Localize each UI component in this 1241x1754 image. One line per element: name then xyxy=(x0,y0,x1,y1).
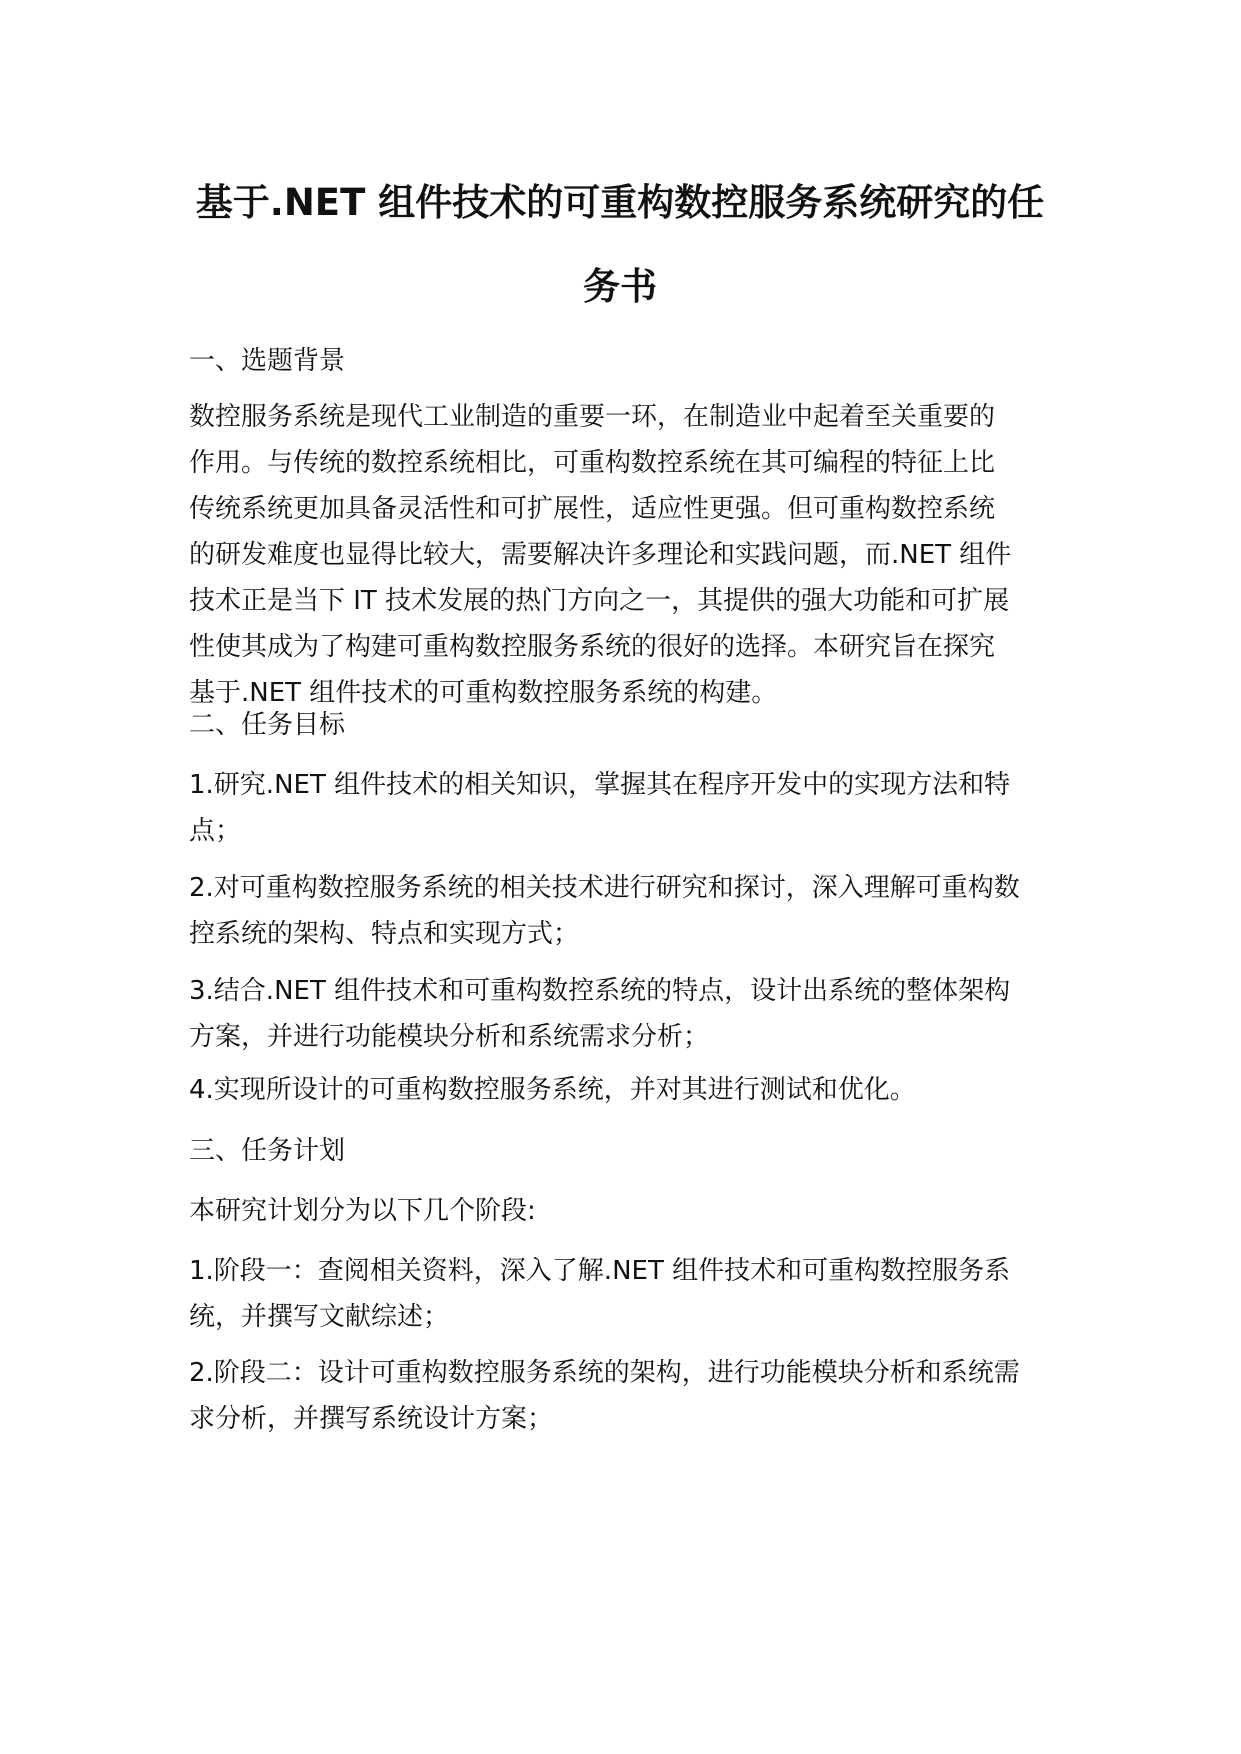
plan-item-1 xyxy=(189,1248,1059,1340)
goal-item-1 xyxy=(189,762,1059,854)
paragraph-line: 数控服务系统是现代工业制造的重要一环，在制造业中起着至关重要的 xyxy=(189,402,996,432)
paragraph-line: 控系统的架构、特点和实现方式； xyxy=(189,919,580,949)
document-title-line-2: 务书 xyxy=(583,265,657,308)
paragraph-line: 3.结合.NET 组件技术和可重构数控系统的特点，设计出系统的整体架构 xyxy=(189,976,1011,1006)
paragraph-line: 1.研究.NET 组件技术的相关知识，掌握其在程序开发中的实现方法和特 xyxy=(189,770,1011,800)
paragraph-line: 1.阶段一：查阅相关资料，深入了解.NET 组件技术和可重构数控服务系 xyxy=(189,1256,1011,1286)
paragraph-line: 求分析，并撰写系统设计方案； xyxy=(189,1404,554,1434)
goal-item-3 xyxy=(189,968,1059,1060)
background-paragraph xyxy=(189,394,1059,716)
paragraph-line: 传统系统更加具备灵活性和可扩展性，适应性更强。但可重构数控系统 xyxy=(189,494,996,524)
paragraph-line: 方案，并进行功能模块分析和系统需求分析； xyxy=(189,1022,710,1052)
paragraph-line: 2.阶段二：设计可重构数控服务系统的架构，进行功能模块分析和系统需 xyxy=(189,1358,1020,1388)
paragraph-line: 统，并撰写文献综述； xyxy=(189,1302,450,1332)
paragraph-line: 作用。与传统的数控系统相比，可重构数控系统在其可编程的特征上比 xyxy=(189,448,996,478)
paragraph-line: 点； xyxy=(189,816,242,846)
document-title-line-1: 基于.NET 组件技术的可重构数控服务系统研究的任 xyxy=(195,181,1045,224)
goal-item-4 xyxy=(189,1067,1059,1113)
paragraph-line: 2.对可重构数控服务系统的相关技术进行研究和探讨，深入理解可重构数 xyxy=(189,873,1020,903)
paragraph-line: 基于.NET 组件技术的可重构数控服务系统的构建。 xyxy=(189,678,778,708)
plan-intro: 本研究计划分为以下几个阶段: xyxy=(189,1196,536,1226)
section-heading-background: 一、选题背景 xyxy=(189,346,346,376)
paragraph-line: 性使其成为了构建可重构数控服务系统的很好的选择。本研究旨在探究 xyxy=(189,632,996,662)
section-heading-plan: 三、任务计划 xyxy=(189,1136,346,1166)
paragraph-line: 的研发难度也显得比较大，需要解决许多理论和实践问题，而.NET 组件 xyxy=(189,540,1012,570)
paragraph-line: 4.实现所设计的可重构数控服务系统，并对其进行测试和优化。 xyxy=(189,1075,916,1105)
paragraph-line: 技术正是当下 IT 技术发展的热门方向之一，其提供的强大功能和可扩展 xyxy=(189,586,1010,616)
goal-item-2 xyxy=(189,865,1059,957)
section-heading-goals: 二、任务目标 xyxy=(189,710,346,740)
plan-item-2 xyxy=(189,1350,1059,1442)
